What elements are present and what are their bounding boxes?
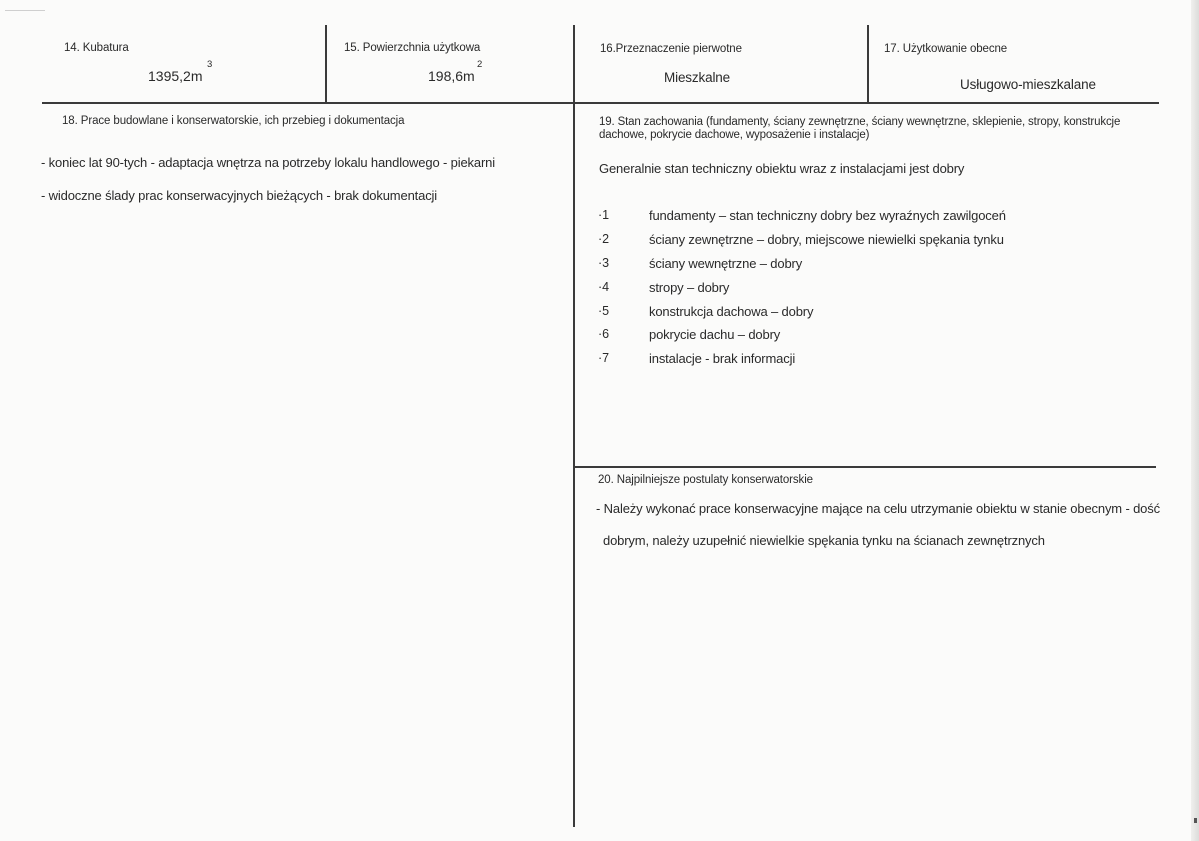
list-item-number: ·1 <box>598 208 610 222</box>
section-18-label: 18. Prace budowlane i konserwatorskie, ich przebieg i dokumentacja <box>62 115 405 127</box>
field-15-label: 15. Powierzchnia użytkowa <box>344 42 481 54</box>
edge-tick <box>1194 818 1197 823</box>
field-14-value: 1395,2m <box>148 68 203 84</box>
section-19-label: 19. Stan zachowania (fundamenty, ściany zewnętrzne, ściany wewnętrzne, sklepienie, stropy, konstrukcje dachowe, pokrycie dachowe, wyposażenie i instalacje) <box>599 116 1121 141</box>
section-20-label: 20. Najpilniejsze postulaty konserwatorskie <box>598 474 813 486</box>
list-item-number: ·4 <box>598 280 610 294</box>
field-17-label: 17. Użytkowanie obecne <box>884 43 1008 55</box>
field-16-label: 16.Przeznaczenie pierwotne <box>600 43 742 55</box>
list-item: pokrycie dachu – dobry <box>649 327 781 342</box>
list-item: ściany wewnętrzne – dobry <box>649 256 803 271</box>
divider-v-1 <box>325 25 327 103</box>
list-item-number: ·6 <box>598 327 610 341</box>
paper-edge <box>1191 0 1199 841</box>
list-item: instalacje - brak informacji <box>649 351 796 366</box>
section-20-line-2: dobrym, należy uzupełnić niewielkie spękania tynku na ścianach zewnętrznych <box>603 533 1045 548</box>
list-item-number: ·7 <box>598 351 610 365</box>
field-14-unit-exponent: 3 <box>207 59 213 70</box>
section-18-line-2: - widoczne ślady prac konserwacyjnych bieżących - brak dokumentacji <box>41 188 438 203</box>
list-item: ściany zewnętrzne – dobry, miejscowe niewielki spękania tynku <box>649 232 1004 247</box>
divider-v-3 <box>867 25 869 103</box>
list-item-number: ·3 <box>598 256 610 270</box>
field-16-value: Mieszkalne <box>664 70 731 85</box>
field-15-value: 198,6m <box>428 68 475 84</box>
list-item: stropy – dobry <box>649 280 730 295</box>
field-14-label: 14. Kubatura <box>64 42 129 54</box>
section-20-line-1: - Należy wykonać prace konserwacyjne mające na celu utrzymanie obiektu w stanie obecnym - dość <box>596 501 1160 516</box>
field-17-value: Usługowo-mieszkalane <box>960 77 1096 92</box>
section-18-line-1: - koniec lat 90-tych - adaptacja wnętrza na potrzeby lokalu handlowego - piekarni <box>41 155 495 170</box>
list-item: konstrukcja dachowa – dobry <box>649 304 814 319</box>
section-19-summary: Generalnie stan techniczny obiektu wraz z instalacjami jest dobry <box>599 161 965 176</box>
divider-h-20 <box>573 466 1156 468</box>
divider-h-top <box>42 102 1159 104</box>
divider-v-center <box>573 25 575 827</box>
field-15-unit-exponent: 2 <box>477 59 483 70</box>
list-item: fundamenty – stan techniczny dobry bez wyraźnych zawilgoceń <box>649 208 1006 223</box>
list-item-number: ·5 <box>598 304 610 318</box>
scan-mark <box>5 10 45 11</box>
list-item-number: ·2 <box>598 232 610 246</box>
